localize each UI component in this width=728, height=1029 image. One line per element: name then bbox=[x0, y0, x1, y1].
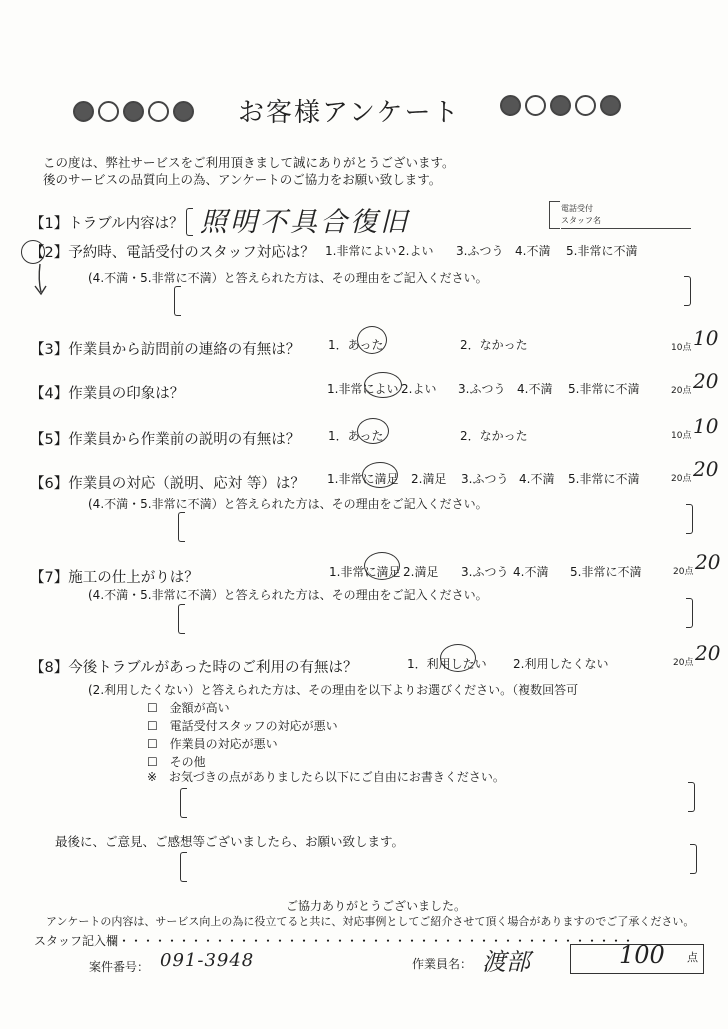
q7-score[interactable]: 20 bbox=[695, 550, 721, 574]
q8-note-bracket-left[interactable] bbox=[180, 788, 187, 818]
q8-check-4-label: その他 bbox=[169, 755, 206, 769]
closing-bracket-left[interactable] bbox=[180, 852, 187, 882]
q5-option-2[interactable]: 2．なかった bbox=[460, 429, 528, 443]
q2-arrow-mark bbox=[32, 262, 50, 298]
q8-score[interactable]: 20 bbox=[695, 641, 721, 665]
q6-option-3[interactable]: 3.ふつう bbox=[461, 472, 509, 486]
q8-check-3-label: 作業員の対応が悪い bbox=[169, 737, 278, 751]
q6-option-5[interactable]: 5.非常に不満 bbox=[568, 472, 640, 486]
page-title: お客様アンケート bbox=[238, 98, 461, 128]
case-number-label: 案件番号： bbox=[89, 960, 150, 974]
q5-option-1[interactable]: 1．あった bbox=[328, 429, 384, 443]
q3-option-1[interactable]: 1．あった bbox=[328, 338, 384, 352]
q8-reason-prompt: (2.利用したくない）と答えられた方は、その理由を以下よりお選びください。（複数回答可 bbox=[88, 683, 579, 697]
closing-bracket-right[interactable] bbox=[690, 844, 697, 874]
q2-reason-bracket-right[interactable] bbox=[684, 276, 691, 306]
q8-option-1[interactable]: 1．利用したい bbox=[407, 657, 487, 671]
checkbox-icon[interactable]: ☐ bbox=[147, 755, 158, 769]
filled-circle-icon bbox=[123, 101, 144, 122]
q4-option-3[interactable]: 3.ふつう bbox=[458, 382, 506, 396]
q4-label: 【4】作業員の印象は？ bbox=[30, 386, 185, 402]
q6-label: 【6】作業員の対応（説明、応対 等）は？ bbox=[30, 476, 305, 492]
q3-points-label: 10点 bbox=[671, 343, 692, 353]
q5-points-label: 10点 bbox=[671, 431, 692, 441]
q6-option-4[interactable]: 4.不満 bbox=[519, 472, 555, 486]
q8-check-2[interactable] bbox=[147, 717, 338, 734]
q7-points-label: 20点 bbox=[673, 567, 694, 577]
q4-option-2[interactable]: 2.よい bbox=[401, 382, 437, 396]
q7-reason-bracket-right[interactable] bbox=[686, 598, 693, 628]
q6-reason-bracket-right[interactable] bbox=[686, 504, 693, 534]
q8-check-2-label: 電話受付スタッフの対応が悪い bbox=[169, 719, 338, 733]
q2-reason-bracket-left[interactable] bbox=[174, 286, 181, 316]
circle-icon bbox=[98, 101, 119, 122]
q3-score[interactable]: 10 bbox=[693, 326, 719, 350]
filled-circle-icon bbox=[500, 95, 521, 116]
q2-reason-prompt: (4.不満・5.非常に不満）と答えられた方は、その理由をご記入ください。 bbox=[88, 271, 488, 285]
worker-name-value[interactable]: 渡部 bbox=[482, 948, 530, 976]
q4-option-4[interactable]: 4.不満 bbox=[517, 382, 553, 396]
q6-points-label: 20点 bbox=[671, 474, 692, 484]
q8-check-3[interactable] bbox=[147, 735, 278, 752]
footer-thanks: ご協力ありがとうございました。 bbox=[286, 899, 467, 913]
circle-icon bbox=[525, 95, 546, 116]
total-score-box bbox=[570, 941, 704, 974]
q2-option-4[interactable]: 4.不満 bbox=[515, 244, 551, 258]
q7-label: 【7】施工の仕上がりは？ bbox=[30, 570, 199, 586]
q8-note-text: お気づきの点がありましたら以下にご自由にお書きください。 bbox=[168, 770, 505, 784]
q6-option-2[interactable]: 2.満足 bbox=[411, 472, 447, 486]
filled-circle-icon bbox=[173, 101, 194, 122]
q8-points-label: 20点 bbox=[673, 658, 694, 668]
note-mark: ※ bbox=[147, 770, 158, 784]
filled-circle-icon bbox=[73, 101, 94, 122]
q8-check-1-label: 金額が高い bbox=[169, 701, 230, 715]
q2-option-5[interactable]: 5.非常に不満 bbox=[566, 244, 638, 258]
footer-notice: アンケートの内容は、サービス向上の為に役立てると共に、対応事例としてご紹介させて頂く場合がありますのでご了承ください。 bbox=[46, 915, 695, 928]
q7-option-4[interactable]: 4.不満 bbox=[513, 565, 549, 579]
checkbox-icon[interactable]: ☐ bbox=[147, 737, 158, 751]
closing-prompt: 最後に、ご意見、ご感想等ございましたら、お願い致します。 bbox=[55, 834, 405, 849]
q7-option-3[interactable]: 3.ふつう bbox=[461, 565, 509, 579]
q1-bracket-left bbox=[186, 208, 193, 236]
q6-option-1[interactable]: 1.非常に満足 bbox=[327, 472, 399, 486]
q5-label: 【5】作業員から作業前の説明の有無は？ bbox=[30, 432, 301, 448]
q7-option-5[interactable]: 5.非常に不満 bbox=[570, 565, 642, 579]
q5-score[interactable]: 10 bbox=[693, 414, 719, 438]
q2-label: 【2】予約時、電話受付のスタッフ対応は？ bbox=[30, 245, 315, 261]
checkbox-icon[interactable]: ☐ bbox=[147, 719, 158, 733]
intro-line-2: 後のサービスの品質向上の為、アンケートのご協力をお願い致します。 bbox=[43, 172, 442, 187]
total-score-value[interactable]: 100 bbox=[619, 941, 665, 969]
staff-box-underline bbox=[561, 228, 691, 229]
q3-option-2[interactable]: 2．なかった bbox=[460, 338, 528, 352]
checkbox-icon[interactable]: ☐ bbox=[147, 701, 158, 715]
total-score-unit: 点 bbox=[687, 951, 698, 964]
staff-section-label: スタッフ記入欄・・・・・・・・・・・・・・・・・・・・・・・・・・・・・・・・・・・・・・・・・・・ bbox=[34, 934, 635, 948]
q7-option-1[interactable]: 1.非常に満足 bbox=[329, 565, 401, 579]
decor-dots-right bbox=[500, 95, 621, 116]
q6-score[interactable]: 20 bbox=[693, 457, 719, 481]
circle-icon bbox=[148, 101, 169, 122]
q1-label: 【1】トラブル内容は？ bbox=[30, 216, 184, 232]
q4-option-1[interactable]: 1.非常によい bbox=[327, 382, 399, 396]
q7-reason-prompt: (4.不満・5.非常に不満）と答えられた方は、その理由をご記入ください。 bbox=[88, 588, 488, 602]
q8-note-bracket-right[interactable] bbox=[688, 782, 695, 812]
q7-option-2[interactable]: 2.満足 bbox=[403, 565, 439, 579]
decor-dots-left bbox=[73, 101, 194, 122]
staff-box-bracket bbox=[549, 201, 560, 229]
q4-option-5[interactable]: 5.非常に不満 bbox=[568, 382, 640, 396]
q8-note bbox=[147, 768, 505, 785]
q6-reason-prompt: (4.不満・5.非常に不満）と答えられた方は、その理由をご記入ください。 bbox=[88, 497, 488, 511]
q6-reason-bracket-left[interactable] bbox=[178, 512, 185, 542]
q4-score[interactable]: 20 bbox=[693, 369, 719, 393]
filled-circle-icon bbox=[600, 95, 621, 116]
q1-answer[interactable]: 照明不具合復旧 bbox=[200, 207, 410, 238]
q2-option-3[interactable]: 3.ふつう bbox=[456, 244, 504, 258]
staff-box-label-2: スタッフ名 bbox=[561, 216, 601, 225]
q2-option-1[interactable]: 1.非常によい bbox=[325, 244, 397, 258]
q7-reason-bracket-left[interactable] bbox=[178, 604, 185, 634]
intro-line-1: この度は、弊社サービスをご利用頂きまして誠にありがとうございます。 bbox=[43, 155, 455, 170]
circle-icon bbox=[575, 95, 596, 116]
filled-circle-icon bbox=[550, 95, 571, 116]
q2-option-2[interactable]: 2.よい bbox=[398, 244, 434, 258]
q8-label: 【8】今後トラブルがあった時のご利用の有無は？ bbox=[30, 660, 358, 676]
worker-name-label: 作業員名： bbox=[412, 957, 473, 971]
q3-label: 【3】作業員から訪問前の連絡の有無は？ bbox=[30, 342, 301, 358]
q4-points-label: 20点 bbox=[671, 386, 692, 396]
staff-box-label-1: 電話受付 bbox=[561, 204, 593, 213]
q8-check-1[interactable] bbox=[147, 699, 230, 716]
q8-option-2[interactable]: 2.利用したくない bbox=[513, 657, 609, 671]
case-number-value[interactable]: 091-3948 bbox=[160, 950, 255, 971]
